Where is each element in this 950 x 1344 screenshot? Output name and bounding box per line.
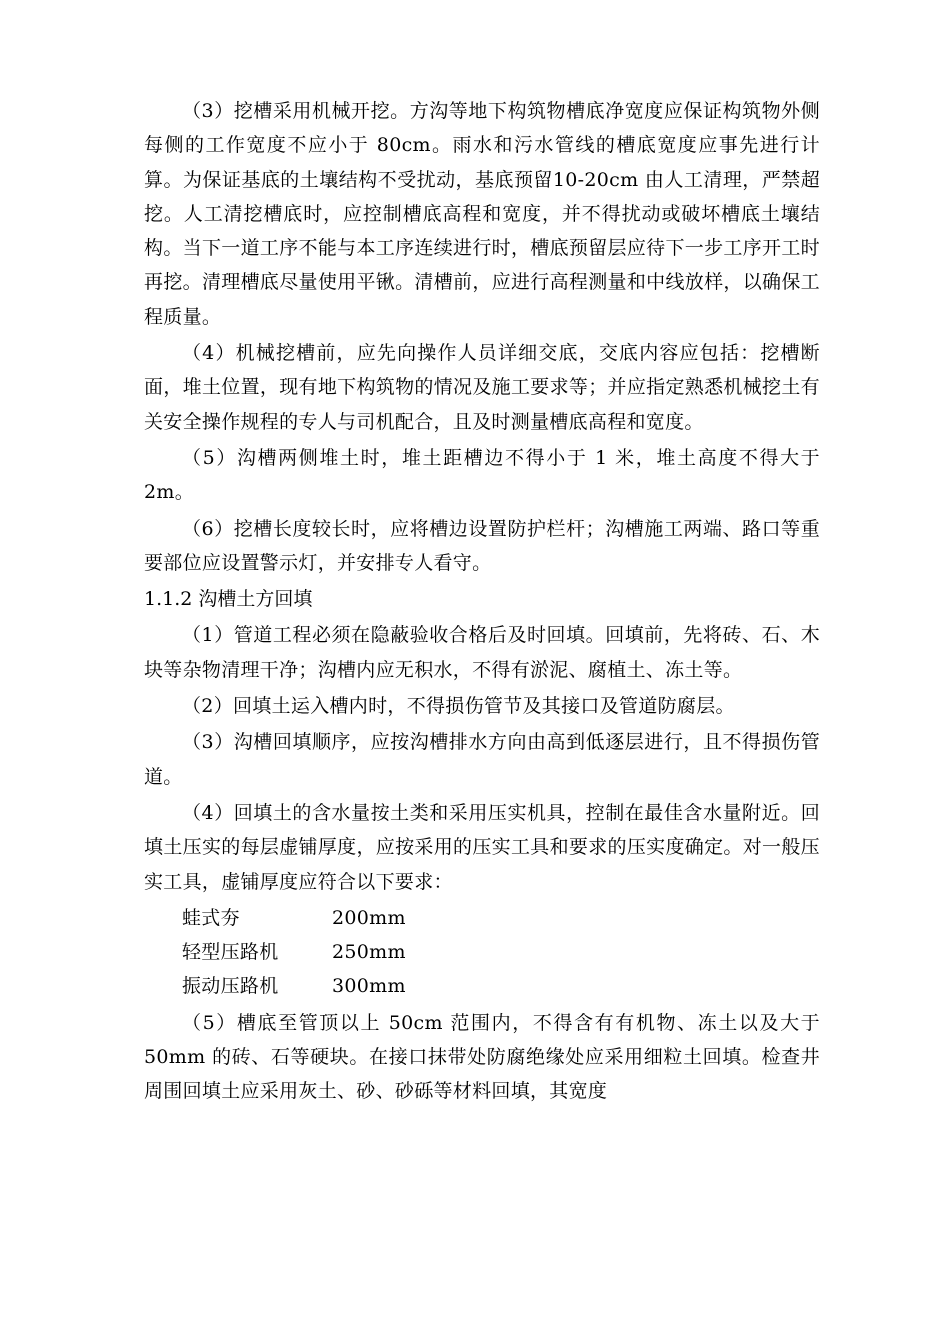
compaction-spec-list: [144, 901, 820, 1004]
spec-row: [144, 969, 820, 1003]
paragraph-excavation-method: （3）挖槽采用机械开挖。方沟等地下构筑物槽底净宽度应保证构筑物外侧每侧的工作宽度不应小于 80cm。雨水和污水管线的槽底宽度应事先进行计算。为保证基底的土壤结构不受扰动，基底预留10-20cm 由人工清理，严禁超挖。人工清挖槽底时，应控制槽底高程和宽度，并不得扰动或破坏槽底土壤结构。当下一道工序不能与本工序连续进行时，槽底预留层应待下一步工序开工时再挖。清理槽底尽量使用平锹。清槽前，应进行高程测量和中线放样，以确保工程质量。: [144, 100, 820, 328]
paragraph-backfill-transport: （2）回填土运入槽内时，不得损伤管节及其接口及管道防腐层。: [182, 695, 735, 718]
paragraph-backfill-sequence: （3）沟槽回填顺序，应按沟槽排水方向由高到低逐层进行，且不得损伤管道。: [144, 731, 820, 788]
section-heading: 1.1.2 沟槽土方回填: [144, 588, 313, 611]
spec-tool-name: 振动压路机: [182, 975, 279, 998]
document-page: [144, 94, 820, 1111]
spec-thickness-value: 250mm: [332, 941, 406, 964]
paragraph-spoil-placement: （5）沟槽两侧堆土时，堆土距槽边不得小于 1 米，堆土高度不得大于 2m。: [144, 446, 820, 504]
paragraph-moisture-content: （4）回填土的含水量按土类和采用压实机具，控制在最佳含水量附近。回填土压实的每层虚铺厚度，应按采用的压实工具和要求的压实度确定。对一般压实工具，虚铺厚度应符合以下要求：: [144, 801, 820, 893]
spec-tool-name: 轻型压路机: [182, 941, 279, 964]
spec-thickness-value: 300mm: [332, 975, 406, 998]
spec-row: [144, 901, 820, 935]
paragraph-backfill-material: （5）槽底至管顶以上 50cm 范围内，不得含有有机物、冻土以及大于 50mm 的砖、石等硬块。在接口抹带处防腐绝缘处应采用细粒土回填。检查井周围回填土应采用灰土、砂、砂砾等材料回填，其宽度: [144, 1011, 820, 1103]
spec-tool-name: 蛙式夯: [182, 906, 240, 929]
paragraph-machine-briefing: （4）机械挖槽前，应先向操作人员详细交底，交底内容应包括：挖槽断面，堆土位置，现有地下构筑物的情况及施工要求等；并应指定熟悉机械挖土有关安全操作规程的专人与司机配合，且及时测量槽底高程和宽度。: [144, 342, 820, 433]
paragraph-backfill-timing: （1）管道工程必须在隐蔽验收合格后及时回填。回填前，先将砖、石、木块等杂物清理干净；沟槽内应无积水，不得有淤泥、腐植土、冻土等。: [144, 624, 820, 681]
spec-thickness-value: 200mm: [332, 906, 406, 929]
spec-row: [144, 935, 820, 969]
paragraph-safety-railing: （6）挖槽长度较长时，应将槽边设置防护栏杆；沟槽施工两端、路口等重要部位应设置警示灯，并安排专人看守。: [144, 517, 820, 574]
